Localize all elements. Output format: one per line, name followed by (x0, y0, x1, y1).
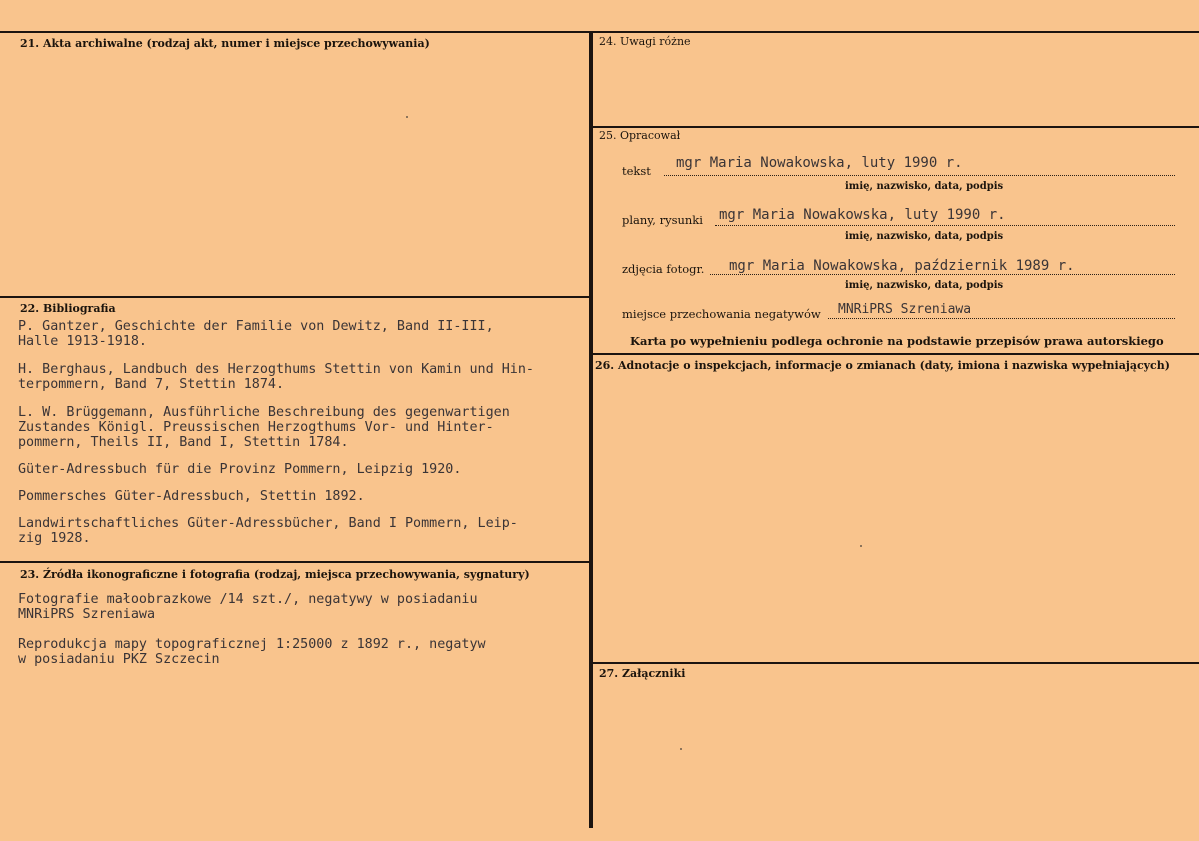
row-value-plany: mgr Maria Nowakowska, luty 1990 r. (719, 207, 1006, 223)
iconography-line: Reprodukcja mapy topograficznej 1:25000 z 1892 r., negatyw (18, 637, 486, 652)
section-25-label: 25. Opracował (599, 129, 681, 142)
iconography-line: MNRiPRS Szreniawa (18, 607, 156, 622)
row-value-zdjecia: mgr Maria Nowakowska, październik 1989 r. (729, 258, 1075, 274)
divider-26-27 (592, 662, 1199, 664)
iconography-entry (18, 592, 588, 622)
bibliography-line: L. W. Brüggemann, Ausführliche Beschreibung des gegenwartigen (18, 405, 510, 420)
row-caption: imię, nazwisko, data, podpis (845, 231, 1004, 242)
section-21-label: 21. Akta archiwalne (rodzaj akt, numer i miejsce przechowywania) (20, 37, 430, 50)
dotted-line (828, 318, 1175, 319)
bibliography-entry (18, 516, 588, 546)
right-divider (591, 31, 593, 828)
section-26-label: 26. Adnotacje o inspekcjach, informacje o zmianach (daty, imiona i nazwiska wypełniających) (595, 359, 1170, 372)
section-22-label: 22. Bibliografia (20, 302, 116, 315)
row-label-zdjecia: zdjęcia fotogr. (622, 262, 705, 276)
bibliography-entry (18, 319, 588, 349)
iconography-line: w posiadaniu PKZ Szczecin (18, 652, 220, 667)
divider-21-22 (0, 296, 590, 298)
bibliography-line: pommern, Theils II, Band I, Stettin 1784. (18, 435, 349, 450)
negatives-value: MNRiPRS Szreniawa (838, 302, 972, 317)
row-caption: imię, nazwisko, data, podpis (845, 181, 1004, 192)
bibliography-line: Güter-Adressbuch für die Provinz Pommern, Leipzig 1920. (18, 462, 462, 477)
dotted-line (664, 175, 1175, 176)
row-label-plany: plany, rysunki (622, 213, 703, 227)
bibliography-entry (18, 489, 588, 504)
section-27-label: 27. Załączniki (599, 667, 686, 680)
paper-speck (406, 116, 408, 118)
row-value-tekst: mgr Maria Nowakowska, luty 1990 r. (676, 155, 963, 171)
bibliography-entry (18, 405, 588, 450)
bibliography-line: H. Berghaus, Landbuch des Herzogthums Stettin von Kamin und Hin- (18, 362, 534, 377)
bibliography-line: Pommersches Güter-Adressbuch, Stettin 1892. (18, 489, 365, 504)
iconography-entry (18, 637, 588, 667)
copyright-notice: Karta po wypełnieniu podlega ochronie na podstawie przepisów prawa autorskiego (630, 334, 1164, 348)
dotted-line (710, 274, 1175, 275)
bibliography-entry (18, 362, 588, 392)
divider-24-25 (592, 126, 1199, 128)
row-label-tekst: tekst (622, 164, 651, 178)
bibliography-line: Landwirtschaftliches Güter-Adressbücher, Band I Pommern, Leip- (18, 516, 518, 531)
row-caption: imię, nazwisko, data, podpis (845, 280, 1004, 291)
paper-speck (860, 545, 862, 547)
bibliography-line: Zustandes Königl. Preussischen Herzogthums Vor- und Hinter- (18, 420, 494, 435)
bibliography-line: zig 1928. (18, 531, 91, 546)
divider-25-26 (592, 353, 1199, 355)
section-24-label: 24. Uwagi różne (599, 35, 691, 48)
bibliography-line: P. Gantzer, Geschichte der Familie von Dewitz, Band II-III, (18, 319, 494, 334)
section-23-label: 23. Źródła ikonograficzne i fotografia (rodzaj, miejsca przechowywania, sygnatury) (20, 568, 530, 581)
top-border (0, 31, 1199, 33)
bibliography-line: terpommern, Band 7, Stettin 1874. (18, 377, 285, 392)
paper-speck (680, 748, 682, 750)
iconography-line: Fotografie małoobrazkowe /14 szt./, negatywy w posiadaniu (18, 592, 478, 607)
bibliography-line: Halle 1913-1918. (18, 334, 147, 349)
negatives-label: miejsce przechowania negatywów (622, 307, 821, 321)
dotted-line (715, 225, 1175, 226)
bibliography-entry (18, 462, 588, 477)
divider-22-23 (0, 561, 590, 563)
